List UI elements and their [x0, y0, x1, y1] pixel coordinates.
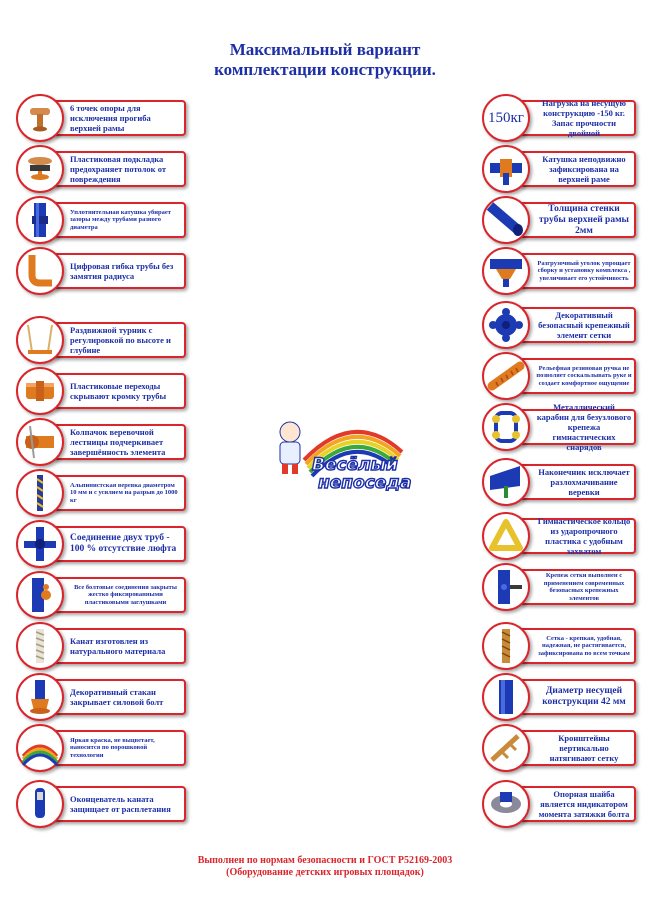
logo-line-1: Весёлый — [312, 455, 398, 475]
feature-climbing-rope — [16, 469, 178, 517]
pipe-joint-icon — [20, 524, 60, 564]
rope-end-icon — [20, 784, 60, 824]
net-rope-icon — [486, 626, 526, 666]
feature-net-fastener — [482, 301, 636, 349]
feature-text: Катушка неподвижно зафиксирована на верхней раме — [542, 154, 626, 184]
feature-bolt-caps — [16, 571, 177, 619]
feature-text: Оконцеватель каната защищает от расплетания — [70, 794, 171, 814]
feature-trapeze — [16, 316, 170, 364]
feature-text: Цифровая гибка трубы без замятия радиуса — [70, 261, 174, 281]
feature-rope-end — [16, 780, 170, 828]
feature-text: Разгрузочный уголок упрощает сборку и установку комплекса , увеличивает его устойчивость — [537, 259, 631, 282]
feature-load — [482, 94, 636, 142]
feature-pipe-wall — [482, 196, 636, 244]
feature-bright-paint — [16, 724, 170, 772]
feature-text: Толщина стенки трубы верхней рамы 2мм — [539, 203, 629, 236]
rope-tip-icon — [486, 462, 526, 502]
climbing-rope-icon — [20, 473, 60, 513]
load-badge-icon: 150кг — [488, 109, 524, 126]
feature-seal-spool — [16, 196, 170, 244]
feature-text: Декоративный стакан закрывает силовой болт — [70, 687, 164, 707]
feature-text: Пластиковые переходы скрывают кромку трубы — [70, 381, 167, 401]
feature-text: Соединение двух труб - 100 % отсутствие люфта — [70, 533, 177, 554]
feature-text: Альпинистская веревка диаметром 10 мм и с усилием на разрыв до 1000 кг — [70, 481, 178, 504]
feature-pipe-joint — [16, 520, 177, 568]
feature-bent-pipe — [16, 247, 174, 295]
ceiling-pad-icon — [20, 149, 60, 189]
page-footer — [120, 855, 530, 879]
feature-text: Крепеж сетки выполнен с применением современных безопасных крепежных элементов — [543, 572, 625, 602]
feature-text: Рельефная резиновая ручка не позволяет соскальзывать руке и создает комфортное ощущение — [536, 364, 632, 387]
feature-rubber-handle — [482, 352, 636, 400]
bent-pipe-icon — [20, 251, 60, 291]
fixed-spool-icon — [486, 149, 526, 189]
feature-text: Все болтовые соединения закрыты жестко фиксированными пластиковыми заглушками — [74, 583, 177, 606]
feature-net-rope — [482, 622, 636, 670]
feature-text: 6 точек опоры для исключения прогиба верхней рамы — [70, 103, 151, 133]
feature-relief-corner — [482, 247, 636, 295]
feature-text: Уплотнительная катушка убирает зазоры между трубами разного диаметра — [70, 208, 171, 231]
pipe-wall-icon — [486, 200, 526, 240]
bolt-cap-icon — [20, 575, 60, 615]
feature-plastic-adapters — [16, 367, 170, 415]
feature-text: Яркая краска, не выцветает, наносится по порошковой технологии — [70, 736, 155, 759]
rubber-handle-icon — [486, 356, 526, 396]
feature-text: Диаметр несущей конструкции 42 мм — [542, 686, 626, 707]
feature-brackets — [482, 724, 636, 772]
feature-text: Гимнастическое кольцо из ударопрочного пластика с удобным захватом — [537, 516, 631, 556]
pipe-diameter-icon — [486, 677, 526, 717]
feature-text: Пластиковая подкладка предохраняет потолок от повреждения — [70, 154, 167, 184]
feature-net-mount — [482, 563, 636, 611]
net-fastener-icon — [486, 305, 526, 345]
feature-text: Сетка - крепкая, удобная, надежная, не растягивается, зафиксирована по всем точкам — [538, 634, 630, 657]
feature-pipe-diameter — [482, 673, 636, 721]
natural-rope-icon — [20, 626, 60, 666]
logo-line-2: непоседа — [318, 473, 412, 493]
feature-carabiner — [482, 403, 636, 451]
feature-text: Нагрузка на несущую конструкцию -150 кг. Запас прочности двойной — [541, 98, 627, 138]
feature-rope-tip — [482, 458, 636, 506]
feature-ceiling-pad — [16, 145, 170, 193]
feature-fixed-spool — [482, 145, 636, 193]
net-mount-icon — [486, 567, 526, 607]
feature-decor-cup — [16, 673, 170, 721]
feature-support-points — [16, 94, 170, 142]
feature-text: Декоративный безопасный крепежный элемент сетки — [538, 310, 630, 340]
support-point-icon — [20, 98, 60, 138]
seal-spool-icon — [20, 200, 60, 240]
feature-text: Кронштейны вертикально натягивают сетку — [549, 733, 619, 763]
decor-cup-icon — [20, 677, 60, 717]
plastic-adapter-icon — [20, 371, 60, 411]
rope-ladder-cap-icon — [20, 422, 60, 462]
gym-ring-icon — [486, 516, 526, 556]
feature-natural-rope — [16, 622, 170, 670]
feature-text: Металлический карабин для безузлового крепежа гимнастических снарядов — [536, 402, 632, 452]
title-line-2: комплектации конструкции. — [214, 60, 436, 79]
feature-text: Колпачок веревочной лестницы подчеркивает завершённость элемента — [70, 427, 166, 457]
relief-corner-icon — [486, 251, 526, 291]
feature-text: Канат изготовлен из натурального материала — [70, 636, 166, 656]
rainbow-paint-icon — [20, 728, 60, 768]
footer-line-1: Выполнен по нормам безопасности и ГОСТ Р52169-2003 — [197, 855, 453, 866]
carabiner-icon — [486, 407, 526, 447]
feature-ladder-cap — [16, 418, 170, 466]
feature-text: Раздвижной турник с регулировкой по высоте и глубине — [70, 325, 171, 355]
feature-text: Опорная шайба является индикатором момента затяжки болта — [538, 789, 630, 819]
footer-line-2: (Оборудование детских игровых площадок) — [226, 867, 424, 878]
brand-logo — [264, 412, 412, 493]
feature-gym-ring — [482, 512, 636, 560]
page-title — [150, 40, 500, 80]
trapeze-bar-icon — [20, 320, 60, 360]
title-line-1: Максимальный вариант — [229, 40, 421, 59]
feature-washer — [482, 780, 636, 828]
washer-icon — [486, 784, 526, 824]
bracket-icon — [486, 728, 526, 768]
feature-text: Наконечник исключает разлохмачивание веревки — [538, 467, 630, 497]
